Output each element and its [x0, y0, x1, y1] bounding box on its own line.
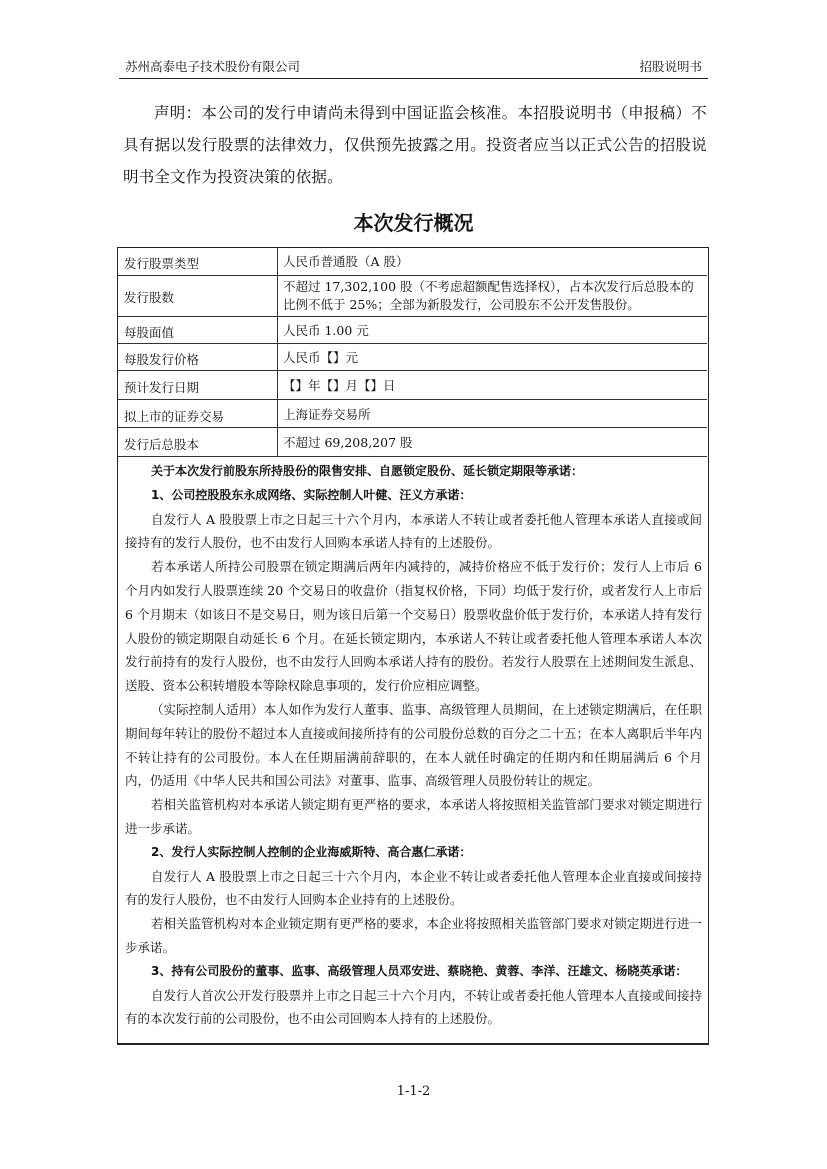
row-value-stock-type: 人民币普通股（A 股）: [283, 254, 409, 269]
row-value-total-shares: 不超过 69,208,207 股: [283, 435, 413, 450]
table-row: [118, 371, 707, 400]
row-value-share-count: 不超过 17,302,100 股（不考虑超额配售选择权），占本次发行后总股本的比例不低于 25%；全部为新股发行，公司股东不公开发售股份。: [283, 279, 694, 312]
lockup-commitments: [118, 460, 708, 1031]
header-company-name: 苏州高泰电子技术股份有限公司: [125, 59, 301, 74]
row-value-issue-date: 【】年【】月【】日: [283, 378, 396, 393]
row-label-share-count: 发行股数: [124, 290, 175, 305]
section-3-heading: 3、持有公司股份的董事、监事、高级管理人员邓安进、蔡晓艳、黄蓉、李洋、汪雄文、杨晓英承诺：: [151, 963, 688, 978]
row-label-total-shares: 发行后总股本: [124, 437, 200, 452]
offering-overview-box: [117, 247, 709, 1045]
row-label-issue-price: 每股发行价格: [124, 352, 200, 367]
row-label-par-value: 每股面值: [124, 325, 175, 340]
table-row: [118, 428, 707, 457]
section-1-paragraph: 自发行人 A 股股票上市之日起三十六个月内，本承诺人不转让或者委托他人管理本承诺人直接或间接持有的发行人股份，也不由发行人回购本承诺人持有的上述股份。: [125, 511, 702, 551]
row-value-issue-price: 人民币【】元: [283, 350, 359, 365]
section-3-paragraph: 自发行人首次公开发行股票并上市之日起三十六个月内，不转让或者委托他人管理本人直接或间接持有的本次发行前的公司股份，也不由公司回购本人持有的上述股份。: [125, 987, 702, 1027]
section-1-paragraph: 若相关监管机构对本承诺人锁定期有更严格的要求，本承诺人将按照相关监管部门要求对锁定期进行进一步承诺。: [125, 797, 702, 836]
page-header: [119, 52, 708, 79]
section-2-paragraph: 若相关监管机构对本企业锁定期有更严格的要求，本企业将按照相关监管部门要求对锁定期进行进一步承诺。: [125, 916, 702, 955]
table-row: [118, 276, 707, 317]
page-number: 1-1-2: [396, 1084, 431, 1099]
section-2-paragraph: 自发行人 A 股股票上市之日起三十六个月内，本企业不转让或者委托他人管理本企业直接或间接持有的发行人股份，也不由发行人回购本企业持有的上述股份。: [125, 868, 702, 908]
page-title: 本次发行概况: [353, 211, 474, 235]
table-row: [118, 344, 707, 371]
row-label-exchange: 拟上市的证券交易: [124, 409, 225, 424]
table-row: [118, 317, 707, 344]
header-document-type: 招股说明书: [639, 59, 702, 74]
section-2-heading: 2、发行人实际控制人控制的企业海威斯特、高合惠仁承诺：: [151, 844, 472, 859]
row-label-stock-type: 发行股票类型: [124, 256, 200, 271]
table-row: [118, 400, 707, 428]
section-1-paragraph: 若本承诺人所持公司股票在锁定期满后两年内减持的，减持价格应不低于发行价；发行人上市后 6 个月内如发行人股票连续 20 个交易日的收盘价（指复权价格，下同）均低于发行价，或者发行人上市后 6 个月期末（如该日不是交易日，则为该日后第一个交易日）股票收盘价低于发行价，本承诺人持有发行人股份的锁定期限自动延长 6 个月。在延长锁定期内，本承诺人不转让或者委托他人管理本承诺人本次发行前持有的发行人股份，也不由发行人回购本承诺人持有的股份。若发行人股票在上述期间发生派息、送股、资本公积转增股本等除权除息事项的，发行价应相应调整。: [125, 559, 702, 694]
section-1-heading: 1、公司控股股东永成网络、实际控制人叶健、汪义方承诺：: [151, 487, 472, 502]
section-1-paragraph: （实际控制人适用）本人如作为发行人董事、监事、高级管理人员期间，在上述锁定期满后，在任职期间每年转让的股份不超过本人直接或间接所持有的公司股份总数的百分之二十五；在本人离职后半年内不转让持有的公司股份。本人在任期届满前辞职的，在本人就任时确定的任期内和任期届满后 6 个月内，仍适用《中华人民共和国公司法》对董事、监事、高级管理人员股份转让的规定。: [125, 701, 702, 789]
row-label-issue-date: 预计发行日期: [124, 380, 200, 395]
row-value-exchange: 上海证券交易所: [283, 407, 371, 422]
disclaimer-statement: 声明：本公司的发行申请尚未得到中国证监会核准。本招股说明书（申报稿）不具有据以发行股票的法律效力，仅供预先披露之用。投资者应当以正式公告的招股说明书全文作为投资决策的依据。: [123, 104, 707, 186]
row-value-par-value: 人民币 1.00 元: [283, 323, 369, 338]
table-row: [118, 248, 707, 276]
lockup-heading: 关于本次发行前股东所持股份的限售安排、自愿锁定股份、延长锁定期限等承诺：: [151, 464, 584, 478]
